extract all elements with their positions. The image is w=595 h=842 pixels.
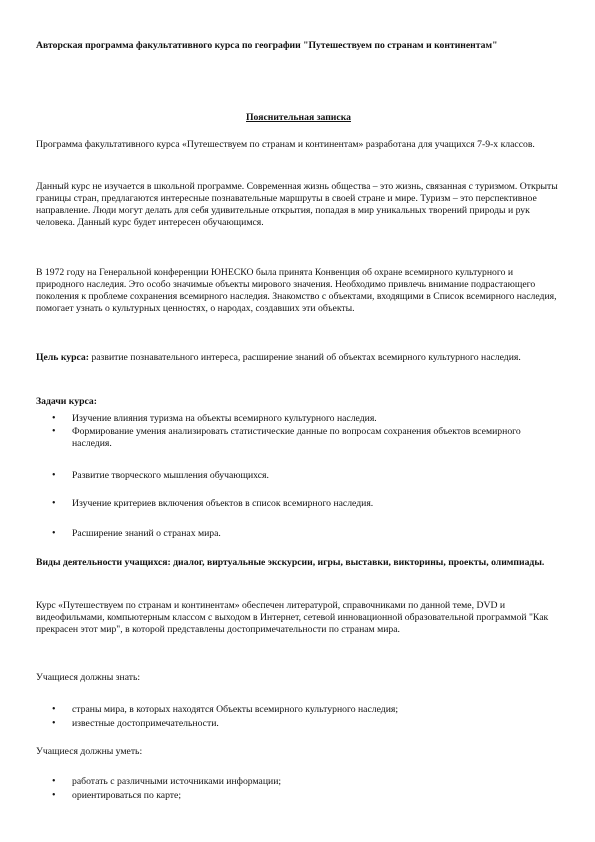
activities-paragraph: Виды деятельности учащихся: диалог, виртуальные экскурсии, игры, выставки, викторины, проекты, олимпиады.: [36, 557, 545, 568]
task-item: • Расширение знаний о странах мира.: [36, 528, 561, 540]
section-heading: Пояснительная записка: [246, 112, 351, 123]
skills-heading: Учащиеся должны уметь:: [36, 746, 143, 757]
course-goal-text: развитие познавательного интереса, расширение знаний об объектах всемирного культурного наследия.: [88, 352, 521, 363]
skills-item: • работать с различными источниками информации;: [36, 776, 561, 788]
course-goal-label: Цель курса:: [36, 352, 89, 363]
course-goal: [36, 352, 561, 364]
know-item: • страны мира, в которых находятся Объекты всемирного культурного наследия;: [36, 704, 561, 716]
tasks-heading: Задачи курса:: [36, 396, 97, 407]
resources-paragraph: Курс «Путешествуем по странам и континентам» обеспечен литературой, справочниками по данной теме, DVD и видеофильмами, компьютерным классом с выходом в Интернет, сетевой инновационной образовательной программой "Как прекрасен этот мир", в которой представлены достопримечательности по странам мира.: [36, 600, 549, 635]
unesco-paragraph: В 1972 году на Генеральной конференции ЮНЕСКО была принята Конвенция об охране всемирного культурного и природного наследия. Это особо значимые объекты мирового значения. Необходимо привлечь внимание подрастающего поколения к проблеме сохранения всемирного наследия. Знакомство с объектами, входящими в Список всемирного наследия, помогает узнать о культурных ценностях, о народах, создавших эти объекты.: [36, 267, 557, 314]
document-title: Авторская программа факультативного курса по географии "Путешествуем по странам и континентам": [36, 40, 498, 51]
task-item: • Развитие творческого мышления обучающихся.: [36, 470, 561, 482]
task-item: • Изучение критериев включения объектов в список всемирного наследия.: [36, 498, 561, 510]
task-item: • Изучение влияния туризма на объекты всемирного культурного наследия.: [36, 413, 561, 425]
course-description-paragraph: Данный курс не изучается в школьной программе. Современная жизнь общества – это жизнь, связанная с туризмом. Открыты границы стран, предлагаются интересные познавательные маршруты в своей стране и мире. Туризм – это перспективное направление. Люди могут делать для себя удивительные открытия, попадая в мир уникальных творений природы и рук человека. Данный курс будет интересен обучающимся.: [36, 181, 558, 228]
know-heading: Учащиеся должны знать:: [36, 672, 141, 683]
task-item: • Формирование умения анализировать статистические данные по вопросам сохранения объектов всемирного наследия.: [36, 426, 561, 450]
know-item: • известные достопримечательности.: [36, 718, 561, 730]
skills-item: • ориентироваться по карте;: [36, 790, 561, 802]
intro-paragraph: Программа факультативного курса «Путешествуем по странам и континентам» разработана для учащихся 7-9-х классов.: [36, 139, 535, 150]
